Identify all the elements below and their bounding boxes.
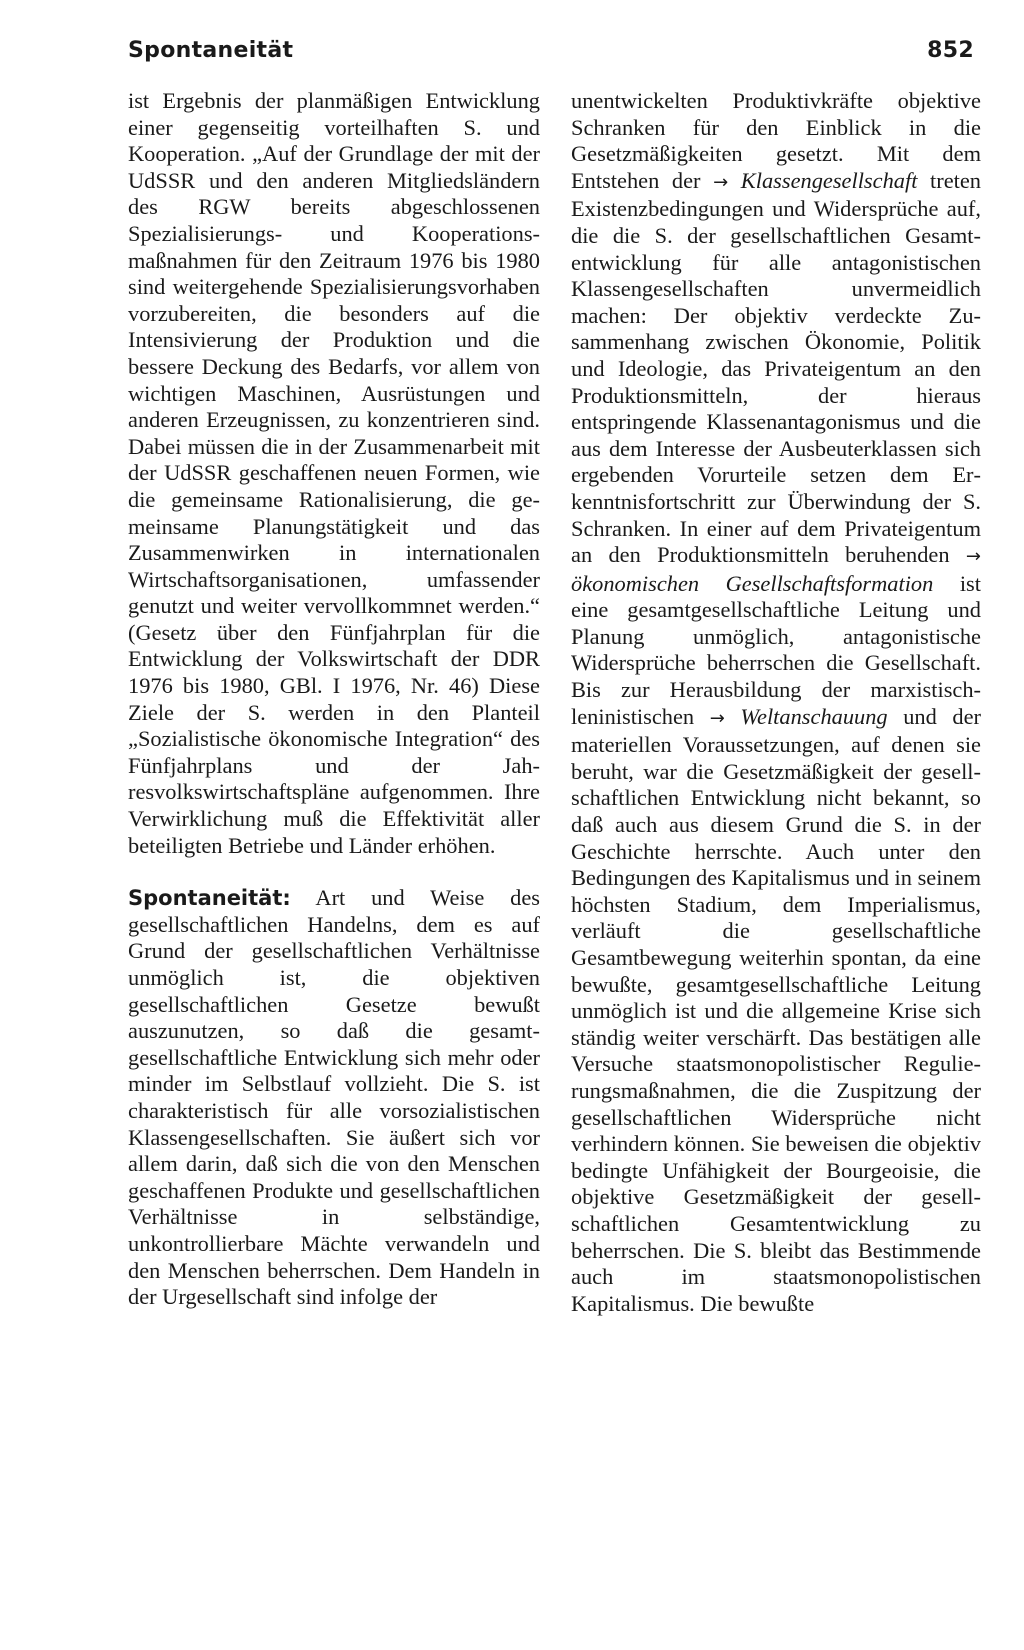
text-run-1: unentwickelten Produktivkräfte objektive Schranken für den Einblick in die Gesetzmäßigkeiten gesetzt. Mit dem Entstehen der — [571, 88, 981, 193]
cross-reference-klassengesellschaft[interactable]: Klassengesellschaft — [740, 167, 918, 193]
left-column — [128, 88, 540, 1311]
right-column — [571, 88, 981, 1317]
right-column-paragraph — [571, 88, 981, 1317]
continued-paragraph: ist Ergebnis der planmäßigen Entwicklung einer gegenseitig vorteilhaften S. und Kooperation. „Auf der Grundlage der mit der UdSSR und den anderen Mitgliedsländern des RGW bereits abgeschlossenen Spezialisierungs- und Kooperationsmaßnahmen für den Zeitraum 1976 bis 1980 sind weitergehende Spezialisierungsvorhaben vorzubereiten, die besonders auf die Intensivierung der Produktion und die bessere Deckung des Bedarfs, vor allem von wichtigen Maschinen, Ausrüstungen und anderen Erzeugnissen, zu konzentrieren sind. Dabei müssen die in der Zusammenarbeit mit der UdSSR geschaffenen neuen Formen, wie die gemeinsame Rationalisierung, die gemeinsame Planungstätigkeit und das Zusammenwirken in internationalen Wirtschaftsorganisationen, umfassender genutzt und weiter vervollkommnet werden.“ (Gesetz über den Fünfjahrplan für die Entwicklung der Volkswirtschaft der DDR 1976 bis 1980, GBl. I 1976, Nr. 46) Diese Ziele der S. werden in den Planteil „Sozialistische ökonomische Integration“ des Fünfjahrplans und der Jahresvolkswirtschaftspläne aufgenommen. Ihre Verwirklichung muß die Effektivität aller beteiligten Betriebe und Länder erhöhen. — [128, 88, 540, 858]
text-run-3: ist eine gesamtgesellschaftliche Leitung und Planung unmöglich, antagonistische Widersprüche beherrschen die Gesellschaft. Bis zur Herausbildung der marxistisch-leninistischen — [571, 570, 981, 729]
cross-reference-arrow-icon: → — [713, 171, 729, 193]
page-number: 852 — [927, 38, 974, 63]
dictionary-entry-spontaneitaet — [128, 885, 540, 1311]
cross-reference-arrow-icon: → — [965, 546, 981, 568]
running-head-keyword: Spontaneität — [128, 38, 294, 63]
text-run-4: und der materiellen Voraussetzungen, auf denen sie beruht, war die Gesetzmäßigkeit der gesellschaftlichen Entwicklung nicht bekannt, so daß auch aus diesem Grund die S. in der Geschichte herrschte. Auch unter den Bedingungen des Kapitalismus und in seinem höchsten Stadium, dem Imperialismus, verläuft die gesellschaftliche Gesamtbewegung weiterhin spontan, da eine bewußte, gesamtgesellschaftliche Leitung unmöglich ist und die allgemeine Krise sich ständig weiter verschärft. Das bestätigen alle Versuche staatsmonopolistischer Regulierungsmaßnahmen, die die Zuspitzung der gesellschaftlichen Widersprüche nicht verhindern können. Sie beweisen die objektiv bedingte Unfähigkeit der Bourgeoisie, die objektive Gesetzmäßigkeit der gesellschaftlichen Gesamtentwicklung zu beherrschen. Die S. bleibt das Bestimmende auch im staatsmonopolistischen Kapitalismus. Die bewußte — [571, 703, 981, 1316]
text-run-2: treten Existenzbedingungen und Widersprüche auf, die die S. der gesellschaftlichen Gesamtentwicklung für alle antagonistischen Klassengesellschaften unvermeidlich machen: Der objektiv verdeckte Zusammenhang zwischen Ökonomie, Politik und Ideologie, das Privateigentum an den Produktionsmitteln, der hieraus entspringende Klassenantagonismus und die aus dem Interesse der Ausbeuterklassen sich ergebenden Vorurteile setzen dem Erkenntnisfortschritt zur Überwindung der S. Schranken. In einer auf dem Privateigentum an den Produktionsmitteln beruhenden — [571, 167, 981, 568]
entry-text: Art und Weise des gesellschaftlichen Handelns, dem es auf Grund der gesellschaftlichen Verhältnisse unmöglich ist, die objektiven gesellschaftlichen Gesetze bewußt auszunutzen, so daß die gesamtgesellschaftliche Entwicklung sich mehr oder minder im Selbstlauf vollzieht. Die S. ist charakteristisch für alle vorsozialistischen Klassengesellschaften. Sie äußert sich vor allem darin, daß sich die von den Menschen geschaffenen Produkte und gesellschaftlichen Verhältnisse in selbständige, unkontrollierbare Mächte verwandeln und den Menschen beherrschen. Dem Handeln in der Urgesellschaft sind infolge der — [128, 885, 540, 1310]
cross-reference-arrow-icon: → — [709, 707, 725, 729]
entry-headword: Spontaneität: — [128, 886, 291, 911]
cross-reference-weltanschauung[interactable]: Weltanschauung — [740, 703, 888, 729]
cross-reference-oekonomische-gesellschaftsformation[interactable]: ökonomischen Gesellschaftsformation — [571, 570, 934, 596]
